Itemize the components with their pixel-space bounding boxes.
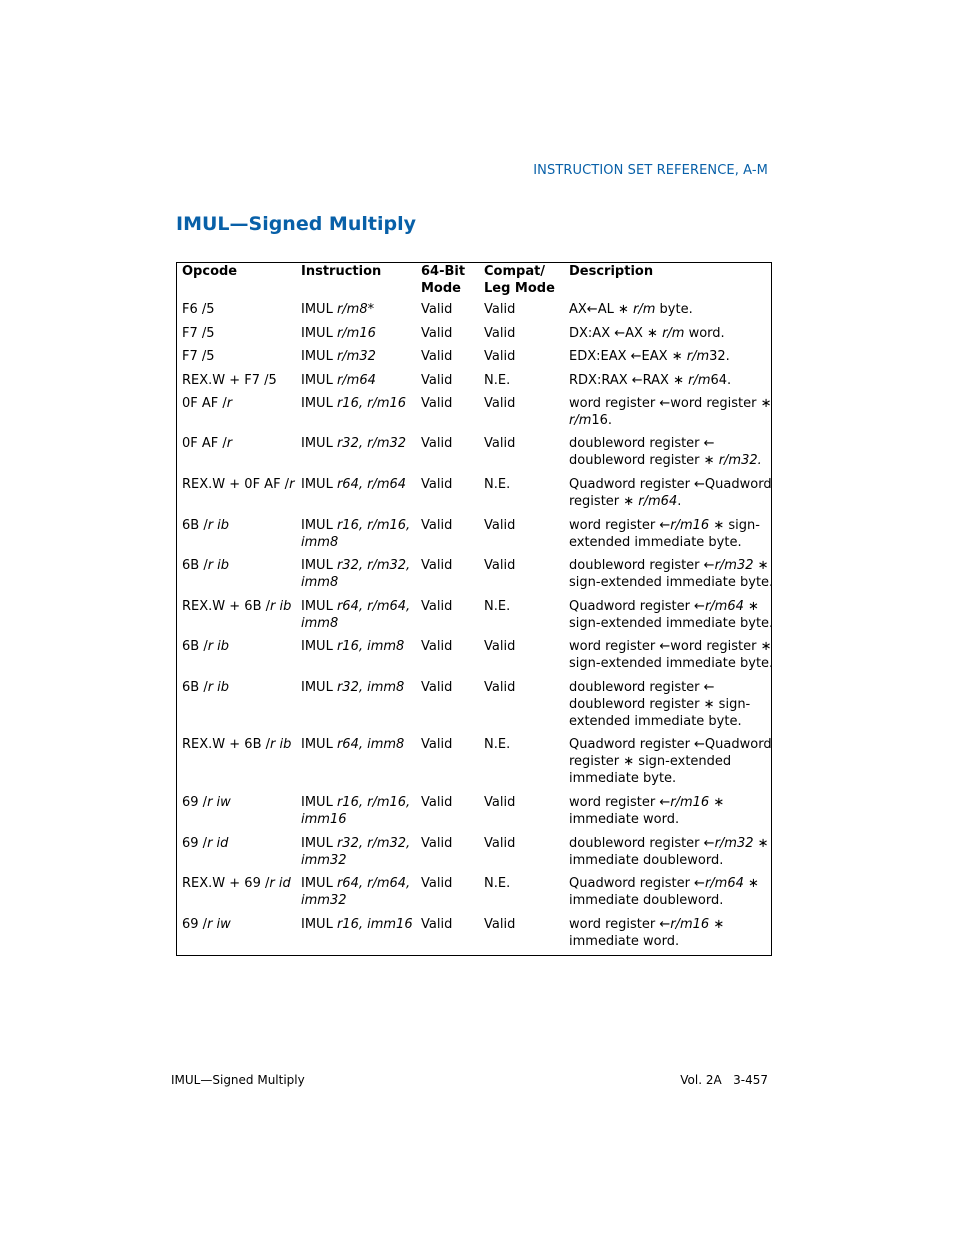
table-cell-text: r/m16 <box>670 795 710 810</box>
opcode-cell <box>182 916 231 933</box>
table-cell-text: r/m <box>569 413 592 428</box>
mode64-cell: Valid <box>421 836 453 851</box>
table-cell-text: sign-extended immediate byte. <box>569 616 774 631</box>
instruction-cell <box>301 835 410 869</box>
opcode-cell <box>182 875 291 892</box>
table-cell-text: r ib <box>207 518 230 533</box>
description-line <box>569 598 773 615</box>
mode64-cell: Valid <box>421 599 453 614</box>
compat-cell: Valid <box>484 680 516 695</box>
description-line <box>569 517 760 534</box>
table-cell-text: r ib <box>270 737 292 752</box>
instruction-line <box>301 598 410 615</box>
column-header-compat-line: Compat/ <box>484 264 546 279</box>
table-cell-text: r ib <box>207 558 230 573</box>
opcode-cell <box>182 794 231 811</box>
table-cell-text: IMUL <box>301 795 337 810</box>
table-cell-text: ∗ <box>753 836 769 851</box>
description-cell <box>569 835 769 869</box>
description-line <box>569 557 773 574</box>
table-cell-text: RDX:RAX ←RAX ∗ <box>569 373 689 388</box>
compat-cell: Valid <box>484 917 516 932</box>
table-cell-text: r32, r/m32, <box>336 836 411 851</box>
instruction-line <box>301 517 410 534</box>
footer-page-number: Vol. 2A 3-457 <box>680 1073 768 1087</box>
description-cell <box>569 916 724 950</box>
table-cell-text: r/m16 <box>670 917 710 932</box>
compat-cell: Valid <box>484 836 516 851</box>
table-cell-text: r/m <box>633 302 656 317</box>
opcode-cell <box>182 348 215 365</box>
instruction-cell <box>301 557 410 591</box>
table-cell-text: imm8 <box>301 616 339 631</box>
description-cell <box>569 598 773 632</box>
table-cell-text: r/m64 <box>638 494 678 509</box>
table-cell-text: imm32 <box>301 853 347 868</box>
instruction-line <box>301 372 376 389</box>
description-line <box>569 395 772 412</box>
table-cell-text: IMUL <box>301 737 337 752</box>
instruction-line <box>301 852 410 869</box>
table-cell-text: r iw <box>207 917 231 932</box>
compat-cell: Valid <box>484 639 516 654</box>
opcode-cell <box>182 517 229 534</box>
table-cell-text: extended immediate byte. <box>569 714 742 729</box>
description-line <box>569 655 773 672</box>
mode64-cell: Valid <box>421 639 453 654</box>
table-cell-text: imm8 <box>301 535 339 550</box>
compat-cell: N.E. <box>484 876 511 891</box>
table-cell-text: r64, r/m64, <box>336 876 411 891</box>
table-cell-text: r64, r/m64, <box>336 599 411 614</box>
instruction-cell <box>301 598 410 632</box>
table-cell-text: imm32 <box>301 893 347 908</box>
instruction-line <box>301 325 376 342</box>
table-cell-text: doubleword register ← <box>569 558 715 573</box>
opcode-cell <box>182 372 277 389</box>
table-cell-text: word register ←word register ∗ <box>569 396 772 411</box>
opcode-cell <box>182 835 228 852</box>
instruction-line <box>301 476 406 493</box>
description-cell <box>569 557 773 591</box>
description-line <box>569 679 750 696</box>
column-header-compat-line: Leg Mode <box>484 281 555 296</box>
table-cell-text: immediate byte. <box>569 771 677 786</box>
instruction-cell <box>301 916 413 933</box>
table-cell-text: 69 / <box>182 795 208 810</box>
column-header-64bit-mode <box>421 263 465 297</box>
table-cell-text: register ∗ <box>569 494 639 509</box>
description-cell <box>569 875 759 909</box>
instruction-cell <box>301 395 406 412</box>
table-cell-text: r/m16 <box>336 326 376 341</box>
opcode-cell <box>182 598 291 615</box>
description-line <box>569 452 762 469</box>
table-cell-text: doubleword register ∗ <box>569 453 719 468</box>
table-cell-text: r32, r/m32 <box>336 436 407 451</box>
instruction-line <box>301 638 404 655</box>
description-line <box>569 811 724 828</box>
mode64-cell: Valid <box>421 558 453 573</box>
column-header-compat-leg-mode <box>484 263 555 297</box>
description-line <box>569 794 724 811</box>
description-line <box>569 638 773 655</box>
description-line <box>569 493 772 510</box>
compat-cell: Valid <box>484 795 516 810</box>
table-cell-text: REX.W + 6B / <box>182 599 270 614</box>
table-cell-text: r16, r/m16, <box>336 795 411 810</box>
table-cell-text: Quadword register ←Quadword <box>569 477 772 492</box>
instruction-cell <box>301 875 410 909</box>
table-cell-text: 69 / <box>182 836 208 851</box>
table-cell-text: r/m32 <box>714 558 754 573</box>
description-cell <box>569 395 772 429</box>
mode64-cell: Valid <box>421 917 453 932</box>
description-cell <box>569 794 724 828</box>
table-cell-text: 6B / <box>182 680 208 695</box>
table-cell-text: IMUL <box>301 639 337 654</box>
description-line <box>569 892 759 909</box>
mode64-cell: Valid <box>421 477 453 492</box>
table-cell-text: IMUL <box>301 599 337 614</box>
table-cell-text: IMUL <box>301 373 337 388</box>
table-cell-text: r16, imm8 <box>336 639 405 654</box>
table-cell-text: ∗ <box>743 599 759 614</box>
description-line <box>569 916 724 933</box>
opcode-cell <box>182 435 232 452</box>
description-line <box>569 696 750 713</box>
table-cell-text: IMUL <box>301 477 337 492</box>
instruction-line <box>301 875 410 892</box>
instruction-cell <box>301 372 376 389</box>
table-cell-text: REX.W + 6B / <box>182 737 270 752</box>
mode64-cell: Valid <box>421 876 453 891</box>
instruction-cell <box>301 476 406 493</box>
table-cell-text: sign-extended immediate byte. <box>569 575 774 590</box>
description-line <box>569 476 772 493</box>
description-cell <box>569 679 750 730</box>
column-header-instruction: Instruction <box>301 264 382 279</box>
table-cell-text: byte. <box>655 302 693 317</box>
table-cell-text: r/m <box>686 349 710 364</box>
compat-cell: Valid <box>484 436 516 451</box>
table-cell-text: r/m8* <box>336 302 375 317</box>
compat-cell: Valid <box>484 326 516 341</box>
instruction-line <box>301 348 376 365</box>
description-line <box>569 325 725 342</box>
mode64-cell: Valid <box>421 680 453 695</box>
table-cell-text: IMUL <box>301 917 337 932</box>
table-cell-text: 0F AF / <box>182 396 227 411</box>
compat-cell: Valid <box>484 396 516 411</box>
mode64-cell: Valid <box>421 302 453 317</box>
mode64-cell: Valid <box>421 737 453 752</box>
table-cell-text: sign-extended immediate byte. <box>569 656 774 671</box>
opcode-cell <box>182 638 229 655</box>
table-cell-text: REX.W + 0F AF / <box>182 477 290 492</box>
table-cell-text: EDX:EAX ←EAX ∗ <box>569 349 687 364</box>
description-line <box>569 713 750 730</box>
table-cell-text: r/m64 <box>704 599 744 614</box>
instruction-cell <box>301 348 376 365</box>
instruction-cell <box>301 435 406 452</box>
table-cell-text: 64. <box>710 373 732 388</box>
description-line <box>569 753 772 770</box>
table-cell-text: imm8 <box>301 575 339 590</box>
description-line <box>569 348 730 365</box>
mode64-cell: Valid <box>421 518 453 533</box>
table-cell-text: ∗ <box>617 302 633 317</box>
instruction-line <box>301 736 404 753</box>
opcode-cell <box>182 736 291 753</box>
description-line <box>569 301 693 318</box>
table-cell-text: doubleword register ← <box>569 836 715 851</box>
table-cell-text: ∗ <box>753 558 769 573</box>
table-cell-text: r id <box>269 876 291 891</box>
table-cell-text: F6 /5 <box>182 302 215 317</box>
table-cell-text: word register ← <box>569 518 671 533</box>
table-cell-text: IMUL <box>301 518 337 533</box>
table-cell-text: IMUL <box>301 558 337 573</box>
table-cell-text: r/m32 <box>336 349 376 364</box>
description-cell <box>569 325 725 342</box>
footer-title: IMUL—Signed Multiply <box>171 1073 305 1087</box>
description-cell <box>569 372 731 389</box>
compat-cell: Valid <box>484 302 516 317</box>
table-cell-text: F7 /5 <box>182 349 215 364</box>
instruction-line <box>301 534 410 551</box>
column-header-64bit-line: Mode <box>421 281 461 296</box>
table-cell-text: doubleword register ∗ sign- <box>569 697 751 712</box>
table-cell-text: r ib <box>207 680 230 695</box>
mode64-cell: Valid <box>421 795 453 810</box>
mode64-cell: Valid <box>421 396 453 411</box>
instruction-line <box>301 811 410 828</box>
description-line <box>569 852 769 869</box>
table-cell-text: immediate word. <box>569 934 680 949</box>
table-cell-text: r <box>226 396 233 411</box>
compat-cell: N.E. <box>484 599 511 614</box>
description-cell <box>569 476 772 510</box>
table-cell-text: REX.W + F7 /5 <box>182 373 277 388</box>
table-cell-text: r/m32 <box>714 836 754 851</box>
table-cell-text: ∗ <box>743 876 759 891</box>
instruction-line <box>301 574 410 591</box>
description-line <box>569 875 759 892</box>
table-cell-text: immediate doubleword. <box>569 853 724 868</box>
table-cell-text: ∗ <box>709 917 725 932</box>
description-line <box>569 435 762 452</box>
table-cell-text: r16, imm16 <box>336 917 413 932</box>
table-cell-text: ∗ sign- <box>709 518 760 533</box>
table-cell-text: register ∗ sign-extended <box>569 754 732 769</box>
mode64-cell: Valid <box>421 326 453 341</box>
instruction-cell <box>301 517 410 551</box>
compat-cell: Valid <box>484 558 516 573</box>
table-cell-text: r ib <box>270 599 292 614</box>
table-cell-text: 6B / <box>182 558 208 573</box>
instruction-cell <box>301 794 410 828</box>
table-cell-text: immediate doubleword. <box>569 893 724 908</box>
opcode-cell <box>182 476 294 493</box>
table-cell-text: r32, imm8 <box>336 680 405 695</box>
description-line <box>569 736 772 753</box>
description-line <box>569 615 773 632</box>
table-cell-text: r16, r/m16, <box>336 518 411 533</box>
description-cell <box>569 348 730 365</box>
instruction-line <box>301 435 406 452</box>
table-cell-text: DX:AX ←AX ∗ <box>569 326 663 341</box>
table-cell-text: r64, imm8 <box>336 737 405 752</box>
table-cell-text: F7 /5 <box>182 326 215 341</box>
compat-cell: N.E. <box>484 373 511 388</box>
description-line <box>569 534 760 551</box>
mode64-cell: Valid <box>421 349 453 364</box>
compat-cell: N.E. <box>484 477 511 492</box>
instruction-cell <box>301 301 374 318</box>
instruction-line <box>301 615 410 632</box>
table-cell-text: 32. <box>709 349 730 364</box>
table-cell-text: word. <box>684 326 725 341</box>
table-cell-text: extended immediate byte. <box>569 535 742 550</box>
table-cell-text: Quadword register ← <box>569 599 705 614</box>
table-cell-text: doubleword register ← <box>569 680 715 695</box>
mode64-cell: Valid <box>421 373 453 388</box>
column-header-description: Description <box>569 264 654 279</box>
instruction-line <box>301 916 413 933</box>
table-cell-text: r <box>289 477 295 492</box>
table-cell-text: r/m64 <box>704 876 744 891</box>
description-cell <box>569 435 762 469</box>
page-title: IMUL—Signed Multiply <box>176 213 416 235</box>
table-cell-text: . <box>677 494 682 509</box>
description-cell <box>569 736 772 787</box>
description-line <box>569 372 731 389</box>
table-cell-text: 0F AF / <box>182 436 227 451</box>
table-cell-text: IMUL <box>301 836 337 851</box>
table-cell-text: Quadword register ← <box>569 876 705 891</box>
description-line <box>569 574 773 591</box>
table-cell-text: IMUL <box>301 680 337 695</box>
instruction-table <box>176 262 772 956</box>
column-header-opcode: Opcode <box>182 264 238 279</box>
table-cell-text: IMUL <box>301 876 337 891</box>
table-cell-text: r/m64 <box>336 373 376 388</box>
table-cell-text: 69 / <box>182 917 208 932</box>
instruction-cell <box>301 736 404 753</box>
table-cell-text: immediate word. <box>569 812 680 827</box>
instruction-cell <box>301 325 376 342</box>
table-cell-text: r/m <box>662 326 685 341</box>
table-cell-text: REX.W + 69 / <box>182 876 270 891</box>
description-line <box>569 835 769 852</box>
table-cell-text: r16, r/m16 <box>336 396 407 411</box>
description-cell <box>569 301 693 318</box>
table-cell-text: r <box>226 436 233 451</box>
description-cell <box>569 638 773 672</box>
table-cell-text: word register ← <box>569 917 671 932</box>
instruction-line <box>301 794 410 811</box>
table-cell-text: r32, r/m32, <box>336 558 411 573</box>
table-cell-text: IMUL <box>301 396 337 411</box>
table-cell-text: r id <box>207 836 229 851</box>
table-cell-text: r iw <box>207 795 231 810</box>
table-cell-text: r/m16 <box>670 518 710 533</box>
table-cell-text: AX←AL <box>569 302 618 317</box>
instruction-line <box>301 557 410 574</box>
compat-cell: Valid <box>484 349 516 364</box>
opcode-cell <box>182 325 215 342</box>
instruction-line <box>301 835 410 852</box>
table-cell-text: doubleword register ← <box>569 436 715 451</box>
table-cell-text: 6B / <box>182 518 208 533</box>
description-line <box>569 933 724 950</box>
table-cell-text: IMUL <box>301 436 337 451</box>
table-cell-text: IMUL <box>301 326 337 341</box>
mode64-cell: Valid <box>421 436 453 451</box>
table-cell-text: r/m32. <box>718 453 762 468</box>
description-line <box>569 770 772 787</box>
column-header-64bit-line: 64-Bit <box>421 264 466 279</box>
instruction-line <box>301 679 404 696</box>
table-cell-text: IMUL <box>301 349 337 364</box>
table-cell-text: r ib <box>207 639 230 654</box>
compat-cell: Valid <box>484 518 516 533</box>
table-cell-text: word register ← <box>569 795 671 810</box>
description-cell <box>569 517 760 551</box>
instruction-line <box>301 892 410 909</box>
instruction-line <box>301 301 374 318</box>
table-cell-text: imm16 <box>301 812 347 827</box>
table-cell-text: IMUL <box>301 302 337 317</box>
instruction-line <box>301 395 406 412</box>
table-cell-text: 6B / <box>182 639 208 654</box>
opcode-cell <box>182 395 232 412</box>
table-cell-text: Quadword register ←Quadword <box>569 737 772 752</box>
compat-cell: N.E. <box>484 737 511 752</box>
table-cell-text: word register ←word register ∗ <box>569 639 772 654</box>
description-line <box>569 412 772 429</box>
opcode-cell <box>182 301 215 318</box>
opcode-cell <box>182 557 229 574</box>
opcode-cell <box>182 679 229 696</box>
table-cell-text: r/m <box>688 373 711 388</box>
running-header: INSTRUCTION SET REFERENCE, A-M <box>533 163 768 178</box>
table-cell-text: r64, r/m64 <box>336 477 407 492</box>
table-cell-text: ∗ <box>709 795 725 810</box>
table-cell-text: 16. <box>591 413 613 428</box>
instruction-cell <box>301 638 404 655</box>
instruction-cell <box>301 679 404 696</box>
